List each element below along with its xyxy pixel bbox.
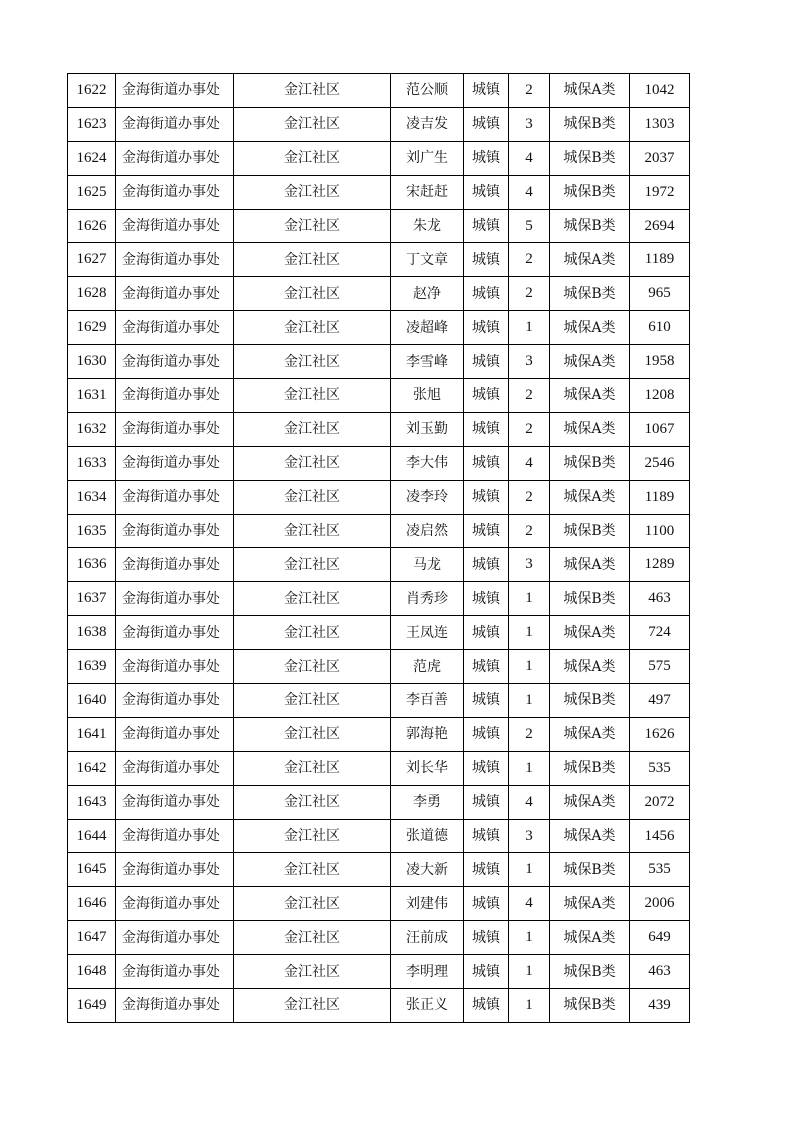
table-row: [68, 717, 690, 751]
category-cell: 城保A类: [550, 650, 630, 684]
area-cell: 城镇: [464, 887, 509, 921]
amount-cell: 1958: [630, 345, 690, 379]
table-row: [68, 887, 690, 921]
amount-cell: 649: [630, 921, 690, 955]
office-cell: 金海街道办事处: [116, 446, 234, 480]
name-cell: 刘长华: [391, 751, 464, 785]
table-row: [68, 819, 690, 853]
office-cell: 金海街道办事处: [116, 548, 234, 582]
name-cell: 李勇: [391, 785, 464, 819]
office-cell: 金海街道办事处: [116, 887, 234, 921]
name-cell: 肖秀珍: [391, 582, 464, 616]
name-cell: 凌李玲: [391, 480, 464, 514]
amount-cell: 497: [630, 684, 690, 718]
name-cell: 刘玉勤: [391, 412, 464, 446]
amount-cell: 1972: [630, 175, 690, 209]
row-number-cell: 1623: [68, 107, 116, 141]
community-cell: 金江社区: [234, 887, 391, 921]
household-count-cell: 1: [509, 853, 550, 887]
household-count-cell: 1: [509, 684, 550, 718]
row-number-cell: 1627: [68, 243, 116, 277]
household-count-cell: 2: [509, 277, 550, 311]
table-row: [68, 955, 690, 989]
household-count-cell: 3: [509, 548, 550, 582]
category-cell: 城保B类: [550, 989, 630, 1023]
name-cell: 马龙: [391, 548, 464, 582]
area-cell: 城镇: [464, 853, 509, 887]
amount-cell: 1189: [630, 480, 690, 514]
table-row: [68, 243, 690, 277]
amount-cell: 1303: [630, 107, 690, 141]
name-cell: 凌启然: [391, 514, 464, 548]
row-number-cell: 1631: [68, 379, 116, 413]
community-cell: 金江社区: [234, 853, 391, 887]
row-number-cell: 1645: [68, 853, 116, 887]
community-cell: 金江社区: [234, 819, 391, 853]
name-cell: 李明理: [391, 955, 464, 989]
community-cell: 金江社区: [234, 616, 391, 650]
office-cell: 金海街道办事处: [116, 480, 234, 514]
office-cell: 金海街道办事处: [116, 514, 234, 548]
area-cell: 城镇: [464, 209, 509, 243]
row-number-cell: 1632: [68, 412, 116, 446]
amount-cell: 1067: [630, 412, 690, 446]
category-cell: 城保A类: [550, 243, 630, 277]
household-count-cell: 5: [509, 209, 550, 243]
community-cell: 金江社区: [234, 209, 391, 243]
amount-cell: 1626: [630, 717, 690, 751]
household-count-cell: 2: [509, 717, 550, 751]
table-body: [68, 74, 690, 1023]
area-cell: 城镇: [464, 751, 509, 785]
area-cell: 城镇: [464, 175, 509, 209]
category-cell: 城保B类: [550, 751, 630, 785]
office-cell: 金海街道办事处: [116, 243, 234, 277]
table-row: [68, 582, 690, 616]
category-cell: 城保A类: [550, 548, 630, 582]
office-cell: 金海街道办事处: [116, 684, 234, 718]
household-count-cell: 4: [509, 175, 550, 209]
community-cell: 金江社区: [234, 311, 391, 345]
amount-cell: 1208: [630, 379, 690, 413]
area-cell: 城镇: [464, 480, 509, 514]
table-row: [68, 107, 690, 141]
row-number-cell: 1640: [68, 684, 116, 718]
amount-cell: 535: [630, 853, 690, 887]
table-row: [68, 209, 690, 243]
community-cell: 金江社区: [234, 717, 391, 751]
name-cell: 刘广生: [391, 141, 464, 175]
office-cell: 金海街道办事处: [116, 582, 234, 616]
category-cell: 城保B类: [550, 277, 630, 311]
office-cell: 金海街道办事处: [116, 277, 234, 311]
row-number-cell: 1622: [68, 74, 116, 108]
table-row: [68, 74, 690, 108]
household-count-cell: 2: [509, 74, 550, 108]
area-cell: 城镇: [464, 141, 509, 175]
office-cell: 金海街道办事处: [116, 616, 234, 650]
amount-cell: 463: [630, 955, 690, 989]
table-row: [68, 311, 690, 345]
community-cell: 金江社区: [234, 379, 391, 413]
category-cell: 城保B类: [550, 141, 630, 175]
row-number-cell: 1634: [68, 480, 116, 514]
community-cell: 金江社区: [234, 243, 391, 277]
name-cell: 凌大新: [391, 853, 464, 887]
name-cell: 李大伟: [391, 446, 464, 480]
office-cell: 金海街道办事处: [116, 955, 234, 989]
area-cell: 城镇: [464, 785, 509, 819]
community-cell: 金江社区: [234, 751, 391, 785]
area-cell: 城镇: [464, 819, 509, 853]
row-number-cell: 1648: [68, 955, 116, 989]
row-number-cell: 1629: [68, 311, 116, 345]
category-cell: 城保B类: [550, 209, 630, 243]
office-cell: 金海街道办事处: [116, 785, 234, 819]
area-cell: 城镇: [464, 446, 509, 480]
category-cell: 城保B类: [550, 955, 630, 989]
table-row: [68, 412, 690, 446]
category-cell: 城保A类: [550, 311, 630, 345]
name-cell: 刘建伟: [391, 887, 464, 921]
office-cell: 金海街道办事处: [116, 209, 234, 243]
table-row: [68, 785, 690, 819]
category-cell: 城保B类: [550, 446, 630, 480]
amount-cell: 965: [630, 277, 690, 311]
community-cell: 金江社区: [234, 141, 391, 175]
household-count-cell: 1: [509, 650, 550, 684]
office-cell: 金海街道办事处: [116, 717, 234, 751]
amount-cell: 724: [630, 616, 690, 650]
area-cell: 城镇: [464, 717, 509, 751]
category-cell: 城保A类: [550, 74, 630, 108]
community-cell: 金江社区: [234, 684, 391, 718]
amount-cell: 575: [630, 650, 690, 684]
category-cell: 城保B类: [550, 107, 630, 141]
table-row: [68, 684, 690, 718]
community-cell: 金江社区: [234, 446, 391, 480]
household-count-cell: 3: [509, 819, 550, 853]
office-cell: 金海街道办事处: [116, 921, 234, 955]
category-cell: 城保A类: [550, 717, 630, 751]
area-cell: 城镇: [464, 412, 509, 446]
area-cell: 城镇: [464, 243, 509, 277]
community-cell: 金江社区: [234, 412, 391, 446]
area-cell: 城镇: [464, 311, 509, 345]
row-number-cell: 1642: [68, 751, 116, 785]
household-count-cell: 2: [509, 480, 550, 514]
household-count-cell: 1: [509, 582, 550, 616]
name-cell: 李百善: [391, 684, 464, 718]
name-cell: 张旭: [391, 379, 464, 413]
office-cell: 金海街道办事处: [116, 853, 234, 887]
household-count-cell: 1: [509, 311, 550, 345]
area-cell: 城镇: [464, 582, 509, 616]
category-cell: 城保B类: [550, 582, 630, 616]
office-cell: 金海街道办事处: [116, 751, 234, 785]
area-cell: 城镇: [464, 921, 509, 955]
community-cell: 金江社区: [234, 514, 391, 548]
household-count-cell: 1: [509, 955, 550, 989]
household-count-cell: 2: [509, 243, 550, 277]
category-cell: 城保A类: [550, 616, 630, 650]
name-cell: 郭海艳: [391, 717, 464, 751]
area-cell: 城镇: [464, 650, 509, 684]
row-number-cell: 1624: [68, 141, 116, 175]
household-count-cell: 4: [509, 446, 550, 480]
amount-cell: 1289: [630, 548, 690, 582]
community-cell: 金江社区: [234, 582, 391, 616]
category-cell: 城保B类: [550, 853, 630, 887]
amount-cell: 2006: [630, 887, 690, 921]
amount-cell: 535: [630, 751, 690, 785]
name-cell: 朱龙: [391, 209, 464, 243]
household-count-cell: 3: [509, 345, 550, 379]
name-cell: 李雪峰: [391, 345, 464, 379]
area-cell: 城镇: [464, 74, 509, 108]
table-row: [68, 514, 690, 548]
area-cell: 城镇: [464, 616, 509, 650]
household-count-cell: 4: [509, 141, 550, 175]
community-cell: 金江社区: [234, 955, 391, 989]
area-cell: 城镇: [464, 379, 509, 413]
household-count-cell: 4: [509, 887, 550, 921]
name-cell: 宋赶赶: [391, 175, 464, 209]
community-cell: 金江社区: [234, 74, 391, 108]
row-number-cell: 1641: [68, 717, 116, 751]
row-number-cell: 1636: [68, 548, 116, 582]
row-number-cell: 1633: [68, 446, 116, 480]
name-cell: 凌超峰: [391, 311, 464, 345]
table-row: [68, 379, 690, 413]
name-cell: 王凤连: [391, 616, 464, 650]
area-cell: 城镇: [464, 514, 509, 548]
table-row: [68, 921, 690, 955]
category-cell: 城保A类: [550, 819, 630, 853]
row-number-cell: 1638: [68, 616, 116, 650]
office-cell: 金海街道办事处: [116, 141, 234, 175]
household-count-cell: 2: [509, 412, 550, 446]
household-count-cell: 2: [509, 514, 550, 548]
amount-cell: 2072: [630, 785, 690, 819]
row-number-cell: 1626: [68, 209, 116, 243]
table-row: [68, 446, 690, 480]
category-cell: 城保A类: [550, 345, 630, 379]
category-cell: 城保A类: [550, 412, 630, 446]
row-number-cell: 1628: [68, 277, 116, 311]
row-number-cell: 1649: [68, 989, 116, 1023]
name-cell: 丁文章: [391, 243, 464, 277]
household-count-cell: 2: [509, 379, 550, 413]
category-cell: 城保B类: [550, 514, 630, 548]
area-cell: 城镇: [464, 277, 509, 311]
area-cell: 城镇: [464, 989, 509, 1023]
community-cell: 金江社区: [234, 480, 391, 514]
amount-cell: 2037: [630, 141, 690, 175]
table-row: [68, 616, 690, 650]
amount-cell: 1189: [630, 243, 690, 277]
table-row: [68, 277, 690, 311]
row-number-cell: 1625: [68, 175, 116, 209]
community-cell: 金江社区: [234, 345, 391, 379]
office-cell: 金海街道办事处: [116, 819, 234, 853]
table-row: [68, 751, 690, 785]
office-cell: 金海街道办事处: [116, 989, 234, 1023]
amount-cell: 2546: [630, 446, 690, 480]
category-cell: 城保A类: [550, 887, 630, 921]
amount-cell: 2694: [630, 209, 690, 243]
office-cell: 金海街道办事处: [116, 650, 234, 684]
row-number-cell: 1639: [68, 650, 116, 684]
office-cell: 金海街道办事处: [116, 107, 234, 141]
community-cell: 金江社区: [234, 785, 391, 819]
row-number-cell: 1643: [68, 785, 116, 819]
household-count-cell: 1: [509, 616, 550, 650]
name-cell: 汪前成: [391, 921, 464, 955]
household-count-cell: 1: [509, 989, 550, 1023]
office-cell: 金海街道办事处: [116, 74, 234, 108]
office-cell: 金海街道办事处: [116, 379, 234, 413]
row-number-cell: 1646: [68, 887, 116, 921]
name-cell: 范公顺: [391, 74, 464, 108]
row-number-cell: 1644: [68, 819, 116, 853]
table-row: [68, 853, 690, 887]
amount-cell: 1042: [630, 74, 690, 108]
row-number-cell: 1635: [68, 514, 116, 548]
household-count-cell: 1: [509, 921, 550, 955]
table-row: [68, 345, 690, 379]
office-cell: 金海街道办事处: [116, 311, 234, 345]
name-cell: 凌吉发: [391, 107, 464, 141]
row-number-cell: 1637: [68, 582, 116, 616]
area-cell: 城镇: [464, 345, 509, 379]
community-cell: 金江社区: [234, 989, 391, 1023]
household-count-cell: 3: [509, 107, 550, 141]
household-count-cell: 1: [509, 751, 550, 785]
amount-cell: 1100: [630, 514, 690, 548]
office-cell: 金海街道办事处: [116, 345, 234, 379]
amount-cell: 1456: [630, 819, 690, 853]
community-cell: 金江社区: [234, 277, 391, 311]
amount-cell: 610: [630, 311, 690, 345]
category-cell: 城保B类: [550, 175, 630, 209]
name-cell: 赵净: [391, 277, 464, 311]
area-cell: 城镇: [464, 548, 509, 582]
area-cell: 城镇: [464, 107, 509, 141]
table-row: [68, 480, 690, 514]
category-cell: 城保A类: [550, 921, 630, 955]
table-row: [68, 650, 690, 684]
category-cell: 城保B类: [550, 684, 630, 718]
name-cell: 范虎: [391, 650, 464, 684]
area-cell: 城镇: [464, 684, 509, 718]
data-table: [67, 73, 690, 1023]
table-row: [68, 989, 690, 1023]
row-number-cell: 1630: [68, 345, 116, 379]
community-cell: 金江社区: [234, 921, 391, 955]
community-cell: 金江社区: [234, 175, 391, 209]
table-row: [68, 141, 690, 175]
office-cell: 金海街道办事处: [116, 175, 234, 209]
category-cell: 城保A类: [550, 379, 630, 413]
category-cell: 城保A类: [550, 480, 630, 514]
table-row: [68, 548, 690, 582]
community-cell: 金江社区: [234, 548, 391, 582]
community-cell: 金江社区: [234, 650, 391, 684]
office-cell: 金海街道办事处: [116, 412, 234, 446]
amount-cell: 463: [630, 582, 690, 616]
category-cell: 城保A类: [550, 785, 630, 819]
household-count-cell: 4: [509, 785, 550, 819]
row-number-cell: 1647: [68, 921, 116, 955]
name-cell: 张道德: [391, 819, 464, 853]
community-cell: 金江社区: [234, 107, 391, 141]
amount-cell: 439: [630, 989, 690, 1023]
area-cell: 城镇: [464, 955, 509, 989]
table-row: [68, 175, 690, 209]
name-cell: 张正义: [391, 989, 464, 1023]
